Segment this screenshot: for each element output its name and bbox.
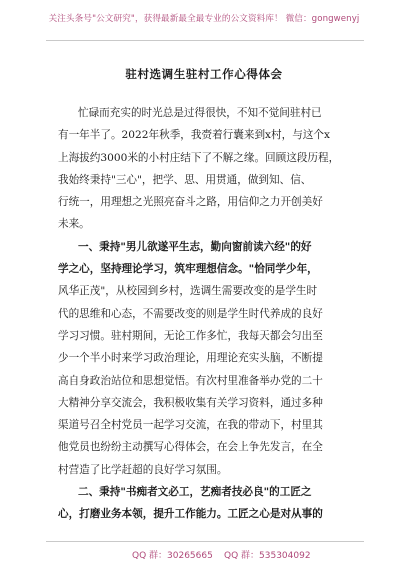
- body-line: 大精神分享交流会，我积极收集有关学习资料，通过多种: [58, 396, 323, 409]
- body-line: 学习习惯。驻村期间，无论工作多忙，我每天都会匀出至: [58, 329, 323, 342]
- body-line: 少一个半小时来学习政治理论，用理论充实头脑，不断提: [58, 352, 323, 365]
- footer-qq-group-2: QQ 群：535304092: [224, 551, 311, 561]
- header-divider: [46, 40, 364, 41]
- body-line: 村营造了比学赶超的良好学习氛围。: [58, 463, 228, 476]
- footer: [0, 548, 408, 562]
- body-line: 高自身政治站位和思想觉悟。有次村里准备举办党的二十: [58, 374, 323, 387]
- footer-qq-group-1: QQ 群：30265665: [132, 551, 213, 561]
- body-line: 他党员也纷纷主动撰写心得体会，在会上争先发言，在全: [58, 441, 323, 454]
- section-heading-1: 一、秉持"男儿欲遂平生志，勤向窗前读六经"的好: [78, 240, 312, 253]
- body-line: 风华正茂"，从校园到乡村，选调生需要改变的是学生时: [58, 285, 318, 298]
- section-heading-1-cont: 学之心，坚持理论学习，筑牢理想信念。"恰同学少年，: [58, 263, 318, 276]
- body-line: 有一年半了。2022年秋季，我赍着行囊来到x村，与这个x: [58, 129, 330, 142]
- document-body: [58, 102, 358, 526]
- body-line: 代的思维和心态，不需要改变的则是学生时代养成的良好: [58, 307, 323, 320]
- body-line: 未来。: [58, 218, 90, 231]
- section-heading-2-cont: 心，打磨业务本领，提升工作能力。工匠之心是对从事的: [58, 508, 323, 521]
- body-line: 上海拔约3000米的小村庄结下了不解之缘。回顾这段历程，: [58, 151, 340, 164]
- body-line: 渠道号召全村党员一起学习交流，在我的带动下，村里其: [58, 419, 323, 432]
- header-banner: 关注头条号"公文研究"，获得最新最全最专业的公文资料库！ 微信：gongwenyj: [48, 14, 360, 24]
- body-line: 我始终秉持"三心"，把学、思、用贯通，做到知、信、: [58, 173, 312, 186]
- footer-divider: [46, 541, 364, 542]
- document-title: 驻村选调生驻村工作心得体会: [125, 67, 283, 81]
- section-heading-2: 二、秉持"书痴者文必工，艺痴者技必良"的工匠之: [78, 486, 312, 499]
- body-line: 行统一，用理想之光照亮奋斗之路，用信仰之力开创美好: [58, 196, 323, 209]
- body-line: 忙碌而充实的时光总是过得很快，不知不觉间驻村已: [78, 107, 322, 119]
